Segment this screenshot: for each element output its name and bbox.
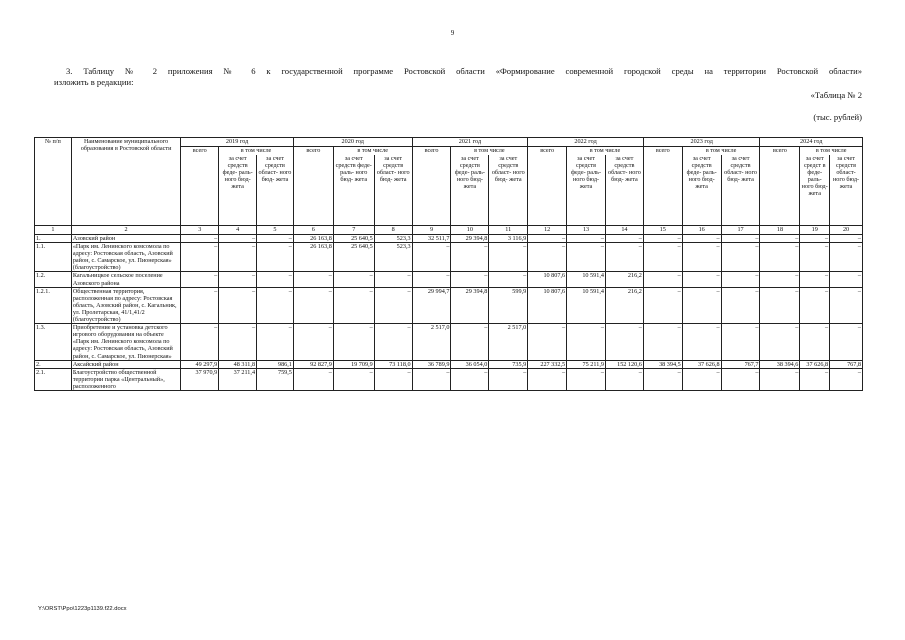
value-cell: 216,2	[605, 272, 643, 287]
value-cell: 10 591,4	[567, 272, 606, 287]
value-cell: 75 211,9	[567, 360, 606, 368]
column-number: 1	[35, 226, 72, 235]
value-cell: –	[643, 324, 682, 360]
value-cell: –	[219, 272, 257, 287]
value-cell: –	[721, 243, 760, 272]
value-cell: –	[219, 243, 257, 272]
value-cell: 523,3	[374, 235, 412, 243]
value-cell: –	[721, 368, 760, 390]
column-number: 14	[605, 226, 643, 235]
value-cell: 92 827,9	[293, 360, 333, 368]
value-cell: –	[528, 235, 567, 243]
value-cell: 25 640,5	[333, 235, 374, 243]
header-incl: в том числе	[333, 147, 412, 156]
table-row	[35, 235, 863, 243]
value-cell: –	[489, 368, 528, 390]
header-regional: за счет средств област- ного бюд- жета	[257, 155, 294, 226]
column-number: 8	[374, 226, 412, 235]
file-path-footer: Y:\ORST\Ppo\1223p1139.f22.docx	[38, 606, 127, 612]
value-cell: –	[374, 287, 412, 323]
value-cell: –	[830, 243, 863, 272]
column-number: 15	[643, 226, 682, 235]
column-number: 18	[760, 226, 800, 235]
value-cell: 10 807,6	[528, 272, 567, 287]
value-cell: 227 332,5	[528, 360, 567, 368]
column-number: 7	[333, 226, 374, 235]
value-cell: –	[333, 324, 374, 360]
column-number: 9	[412, 226, 451, 235]
value-cell: –	[374, 272, 412, 287]
value-cell: –	[528, 324, 567, 360]
value-cell: –	[489, 272, 528, 287]
value-cell: –	[412, 243, 451, 272]
table-row	[35, 324, 863, 360]
row-name: Общественная территория, расположенная по адресу: Ростовская область, Азовский район, с. Кагальник, ул. Пролетарская, 41/1,41/2 (благоустройство)	[71, 287, 181, 323]
value-cell: 735,9	[489, 360, 528, 368]
value-cell: 152 120,6	[605, 360, 643, 368]
value-cell: –	[374, 368, 412, 390]
row-name: Аксайский район	[71, 360, 181, 368]
value-cell: –	[682, 287, 721, 323]
value-cell: –	[760, 324, 800, 360]
column-number: 13	[567, 226, 606, 235]
value-cell: 523,3	[374, 243, 412, 272]
value-cell: –	[374, 324, 412, 360]
row-name: Приобретение и установка детского игрового оборудования на объекте «Парк им. Ленинского комсомола по адресу: Ростовская область, Азовский район, с. Самарское, ул. Пионерская»	[71, 324, 181, 360]
value-cell: –	[830, 272, 863, 287]
intro-paragraph	[54, 66, 862, 87]
value-cell: –	[257, 287, 294, 323]
value-cell: –	[451, 324, 489, 360]
value-cell: –	[682, 368, 721, 390]
value-cell: –	[333, 368, 374, 390]
value-cell: –	[643, 235, 682, 243]
header-total: всего	[293, 147, 333, 226]
value-cell: –	[528, 368, 567, 390]
value-cell: –	[760, 287, 800, 323]
value-cell: 37 970,9	[181, 368, 219, 390]
value-cell: –	[219, 287, 257, 323]
header-name: Наименование муниципального образования в Ростовской области	[71, 138, 181, 226]
value-cell: –	[181, 235, 219, 243]
value-cell: 37 626,8	[800, 360, 830, 368]
row-number: 2.	[35, 360, 72, 368]
column-number: 5	[257, 226, 294, 235]
header-year: 2023 год	[643, 138, 760, 147]
header-regional: за счет средств област- ного бюд- жета	[605, 155, 643, 226]
header-incl: в том числе	[682, 147, 760, 156]
column-number: 12	[528, 226, 567, 235]
column-number: 11	[489, 226, 528, 235]
column-number: 19	[800, 226, 830, 235]
value-cell: 37 211,4	[219, 368, 257, 390]
value-cell: –	[293, 287, 333, 323]
column-numbers-row	[35, 226, 863, 235]
value-cell: 38 394,6	[760, 360, 800, 368]
row-number: 1.2.	[35, 272, 72, 287]
value-cell: –	[605, 368, 643, 390]
value-cell: –	[721, 287, 760, 323]
value-cell: –	[682, 243, 721, 272]
value-cell: 29 994,7	[412, 287, 451, 323]
value-cell: 49 297,9	[181, 360, 219, 368]
header-federal: за счет средств феде- раль- ного бюд- жета	[219, 155, 257, 226]
table-title: «Таблица № 2	[810, 90, 862, 100]
value-cell: 37 626,8	[682, 360, 721, 368]
header-year: 2022 год	[528, 138, 644, 147]
value-cell: 10 591,4	[567, 287, 606, 323]
value-cell: –	[800, 368, 830, 390]
value-cell: –	[800, 243, 830, 272]
value-cell: –	[528, 243, 567, 272]
column-number: 17	[721, 226, 760, 235]
header-total: всего	[760, 147, 800, 226]
row-number: 1.2.1.	[35, 287, 72, 323]
value-cell: –	[293, 272, 333, 287]
value-cell: –	[721, 272, 760, 287]
value-cell: 216,2	[605, 287, 643, 323]
value-cell: 36 054,0	[451, 360, 489, 368]
header-incl: в том числе	[800, 147, 863, 156]
header-num: № п/п	[35, 138, 72, 226]
value-cell: 36 789,9	[412, 360, 451, 368]
value-cell: –	[181, 243, 219, 272]
value-cell: –	[451, 243, 489, 272]
value-cell: –	[451, 272, 489, 287]
row-number: 2.1.	[35, 368, 72, 390]
value-cell: –	[643, 287, 682, 323]
value-cell: 29 394,8	[451, 235, 489, 243]
row-name: Благоустройство общественной территории парка «Центральный», расположенного	[71, 368, 181, 390]
value-cell: –	[760, 243, 800, 272]
value-cell: –	[760, 272, 800, 287]
value-cell: –	[800, 324, 830, 360]
value-cell: –	[333, 272, 374, 287]
value-cell: –	[489, 243, 528, 272]
value-cell: –	[721, 235, 760, 243]
value-cell: –	[830, 324, 863, 360]
value-cell: –	[257, 272, 294, 287]
value-cell: 73 118,0	[374, 360, 412, 368]
header-total: всего	[412, 147, 451, 226]
row-name: Азовский район	[71, 235, 181, 243]
value-cell: –	[181, 324, 219, 360]
value-cell: 38 394,5	[643, 360, 682, 368]
table-row	[35, 287, 863, 323]
header-regional: за счет средств област- ного бюд- жета	[721, 155, 760, 226]
value-cell: 767,8	[830, 360, 863, 368]
value-cell: –	[567, 368, 606, 390]
value-cell: –	[830, 235, 863, 243]
column-number: 6	[293, 226, 333, 235]
value-cell: 2 517,0	[489, 324, 528, 360]
value-cell: –	[682, 324, 721, 360]
column-number: 20	[830, 226, 863, 235]
header-incl: в том числе	[567, 147, 644, 156]
value-cell: –	[567, 243, 606, 272]
value-cell: –	[257, 235, 294, 243]
page-number: 9	[450, 29, 455, 37]
table-row	[35, 272, 863, 287]
value-cell: 3 116,9	[489, 235, 528, 243]
header-federal: за счет средств феде- раль- ного бюд- жета	[682, 155, 721, 226]
row-name: «Парк им. Ленинского комсомола по адресу: Ростовская область, Азовский район, с. Самарское, ул. Пионерская» (благоустройство)	[71, 243, 181, 272]
value-cell: –	[800, 272, 830, 287]
header-federal: за счет средств феде- раль- ного бюд- жета	[567, 155, 606, 226]
value-cell: –	[800, 235, 830, 243]
value-cell: 26 163,8	[293, 243, 333, 272]
value-cell: 767,7	[721, 360, 760, 368]
row-name: Кагальницкое сельское поселение Азовского района	[71, 272, 181, 287]
table-row	[35, 243, 863, 272]
value-cell: –	[605, 324, 643, 360]
value-cell: –	[412, 368, 451, 390]
value-cell: –	[830, 368, 863, 390]
value-cell: –	[257, 324, 294, 360]
column-number: 10	[451, 226, 489, 235]
header-federal: за счет средств феде- раль- ного бюд- жета	[333, 155, 374, 226]
header-row-years	[35, 138, 863, 147]
value-cell: –	[643, 243, 682, 272]
table-row	[35, 360, 863, 368]
header-federal: за счет средств феде- раль- ного бюд- жета	[451, 155, 489, 226]
value-cell: –	[800, 287, 830, 323]
value-cell: –	[643, 272, 682, 287]
intro-line-1: 3. Таблицу № 2 приложения № 6 к государственной программе Ростовской области «Формирование современной городской среды на территории Ростовской области»	[66, 66, 862, 76]
value-cell: –	[605, 235, 643, 243]
value-cell: 26 163,8	[293, 235, 333, 243]
value-cell: 25 640,5	[333, 243, 374, 272]
value-cell: –	[293, 368, 333, 390]
value-cell: –	[605, 243, 643, 272]
value-cell: –	[567, 324, 606, 360]
value-cell: 986,1	[257, 360, 294, 368]
value-cell: –	[760, 368, 800, 390]
row-number: 1.	[35, 235, 72, 243]
column-number: 16	[682, 226, 721, 235]
value-cell: 599,9	[489, 287, 528, 323]
value-cell: 48 311,8	[219, 360, 257, 368]
value-cell: 19 709,9	[333, 360, 374, 368]
value-cell: –	[760, 235, 800, 243]
table-row	[35, 368, 863, 390]
value-cell: –	[333, 287, 374, 323]
value-cell: 2 517,0	[412, 324, 451, 360]
value-cell: –	[567, 235, 606, 243]
value-cell: –	[412, 272, 451, 287]
row-number: 1.1.	[35, 243, 72, 272]
header-incl: в том числе	[451, 147, 528, 156]
value-cell: –	[721, 324, 760, 360]
value-cell: –	[181, 272, 219, 287]
units-label: (тыс. рублей)	[813, 112, 862, 122]
value-cell: 10 807,6	[528, 287, 567, 323]
row-number: 1.3.	[35, 324, 72, 360]
value-cell: 32 511,7	[412, 235, 451, 243]
header-year: 2024 год	[760, 138, 863, 147]
column-number: 2	[71, 226, 181, 235]
header-total: всего	[181, 147, 219, 226]
value-cell: –	[293, 324, 333, 360]
intro-line-2: изложить в редакции:	[54, 76, 134, 87]
header-year: 2020 год	[293, 138, 412, 147]
header-incl: в том числе	[219, 147, 294, 156]
header-year: 2021 год	[412, 138, 528, 147]
value-cell: –	[219, 235, 257, 243]
value-cell: –	[682, 235, 721, 243]
header-total: всего	[528, 147, 567, 226]
value-cell: –	[451, 368, 489, 390]
value-cell: –	[257, 243, 294, 272]
header-regional: за счет средств област- ного бюд- жета	[489, 155, 528, 226]
value-cell: –	[682, 272, 721, 287]
funding-table	[34, 137, 863, 391]
header-year: 2019 год	[181, 138, 294, 147]
column-number: 3	[181, 226, 219, 235]
value-cell: –	[181, 287, 219, 323]
value-cell: 29 394,8	[451, 287, 489, 323]
header-federal: за счет средст в феде- раль- ного бюд- жета	[800, 155, 830, 226]
header-total: всего	[643, 147, 682, 226]
header-regional: за счет средств област- ного бюд- жета	[830, 155, 863, 226]
value-cell: –	[830, 287, 863, 323]
value-cell: 759,5	[257, 368, 294, 390]
header-regional: за счет средств област- ного бюд- жета	[374, 155, 412, 226]
value-cell: –	[643, 368, 682, 390]
value-cell: –	[219, 324, 257, 360]
column-number: 4	[219, 226, 257, 235]
